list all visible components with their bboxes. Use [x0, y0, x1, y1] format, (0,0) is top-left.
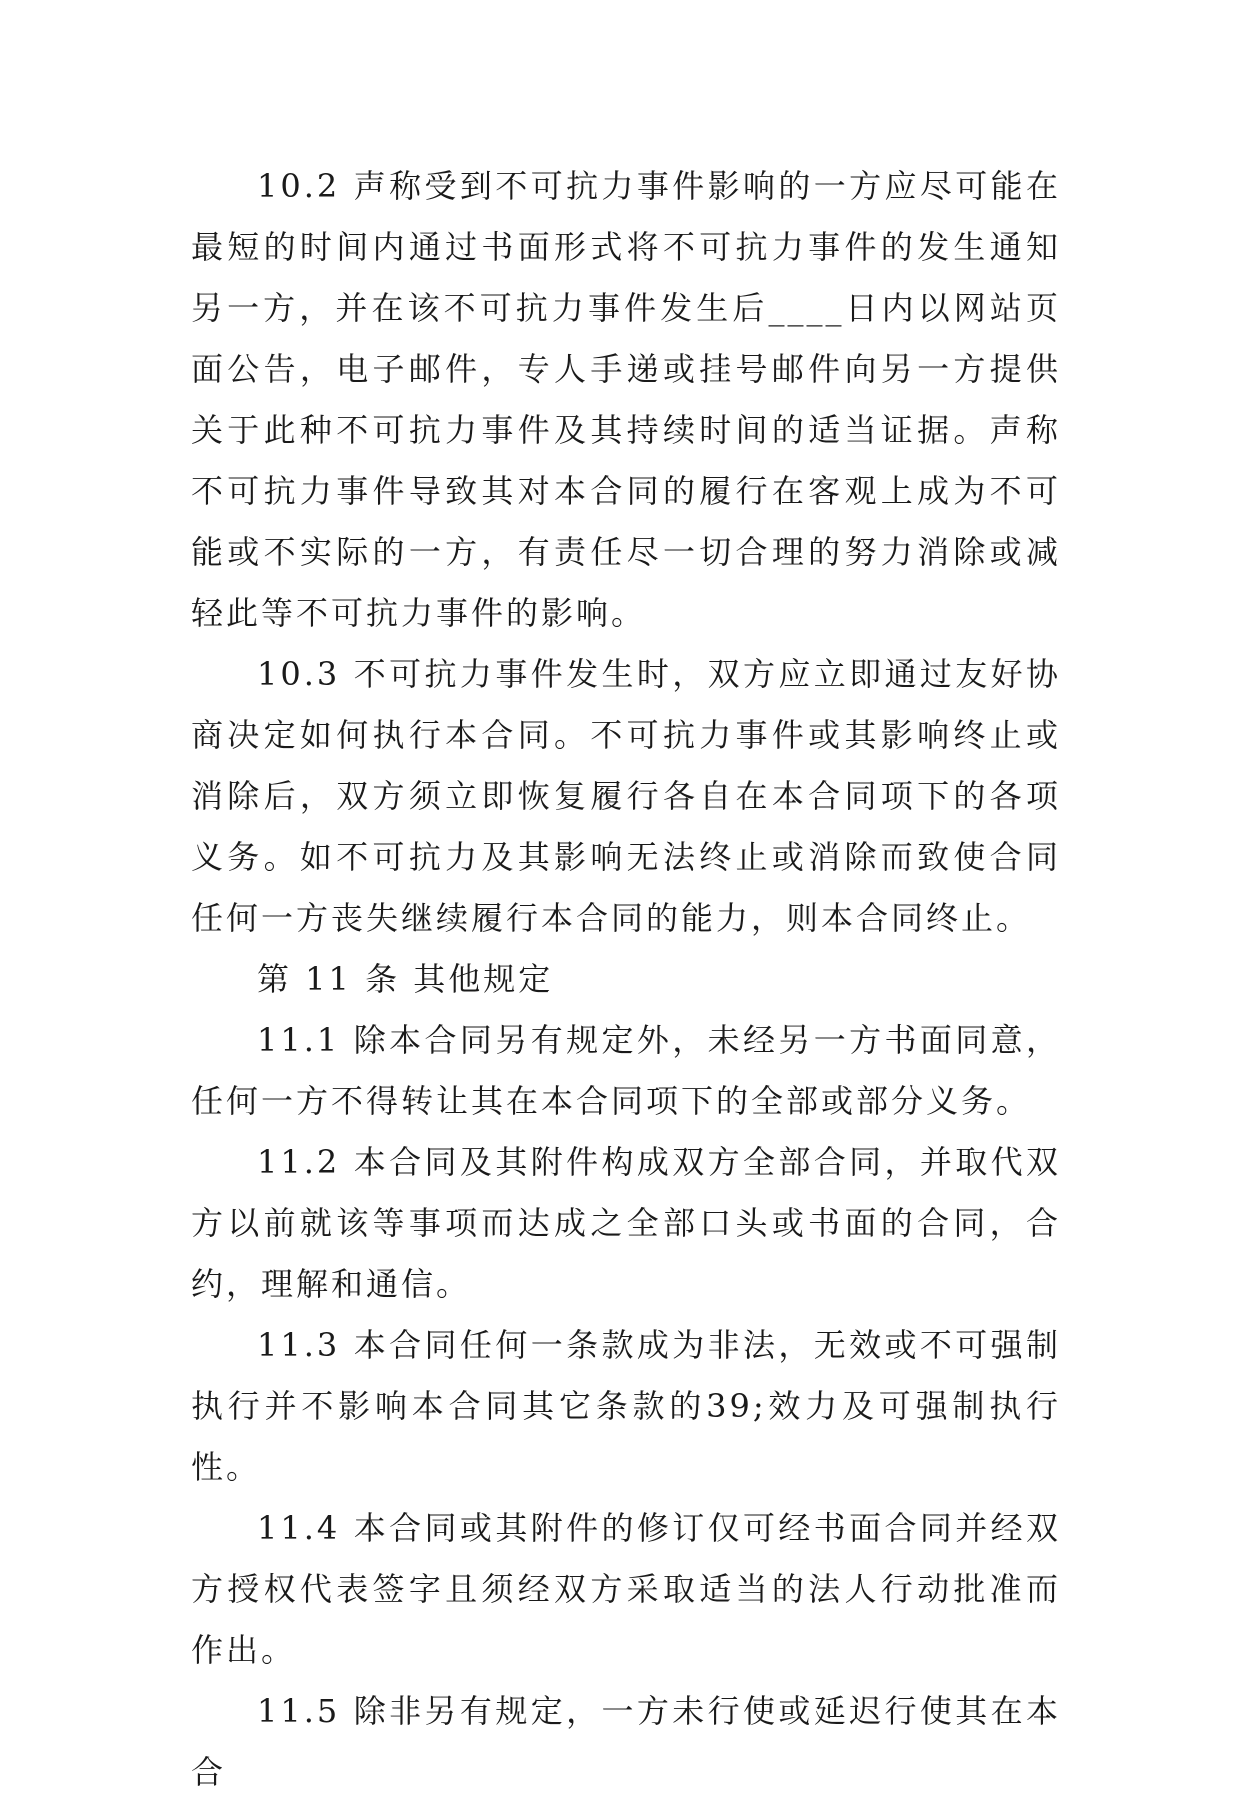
clause-11-5: 11.5 除非另有规定，一方未行使或延迟行使其在本合 [191, 1692, 1061, 1791]
document-body [191, 156, 1061, 1803]
article-11-heading: 第 11 条 其他规定 [257, 960, 554, 998]
clause-10-3: 10.3 不可抗力事件发生时，双方应立即通过友好协商决定如何执行本合同。不可抗力事件或其影响终止或消除后，双方须立即恢复履行各自在本合同项下的各项义务。如不可抗力及其影响无法终止或消除而致使合同任何一方丧失继续履行本合同的能力，则本合同终止。 [191, 655, 1061, 937]
clause-11-3: 11.3 本合同任何一条款成为非法，无效或不可强制执行并不影响本合同其它条款的39;效力及可强制执行性。 [191, 1326, 1061, 1486]
clause-11-2: 11.2 本合同及其附件构成双方全部合同，并取代双方以前就该等事项而达成之全部口头或书面的合同，合约，理解和通信。 [191, 1143, 1061, 1303]
clause-10-2: 10.2 声称受到不可抗力事件影响的一方应尽可能在最短的时间内通过书面形式将不可抗力事件的发生通知另一方，并在该不可抗力事件发生后____日内以网站页面公告，电子邮件，专人手递或挂号邮件向另一方提供关于此种不可抗力事件及其持续时间的适当证据。声称不可抗力事件导致其对本合同的履行在客观上成为不可能或不实际的一方，有责任尽一切合理的努力消除或减轻此等不可抗力事件的影响。 [191, 167, 1061, 632]
clause-11-4: 11.4 本合同或其附件的修订仅可经书面合同并经双方授权代表签字且须经双方采取适当的法人行动批准而作出。 [191, 1509, 1061, 1669]
clause-11-1: 11.1 除本合同另有规定外，未经另一方书面同意，任何一方不得转让其在本合同项下的全部或部分义务。 [191, 1021, 1061, 1120]
